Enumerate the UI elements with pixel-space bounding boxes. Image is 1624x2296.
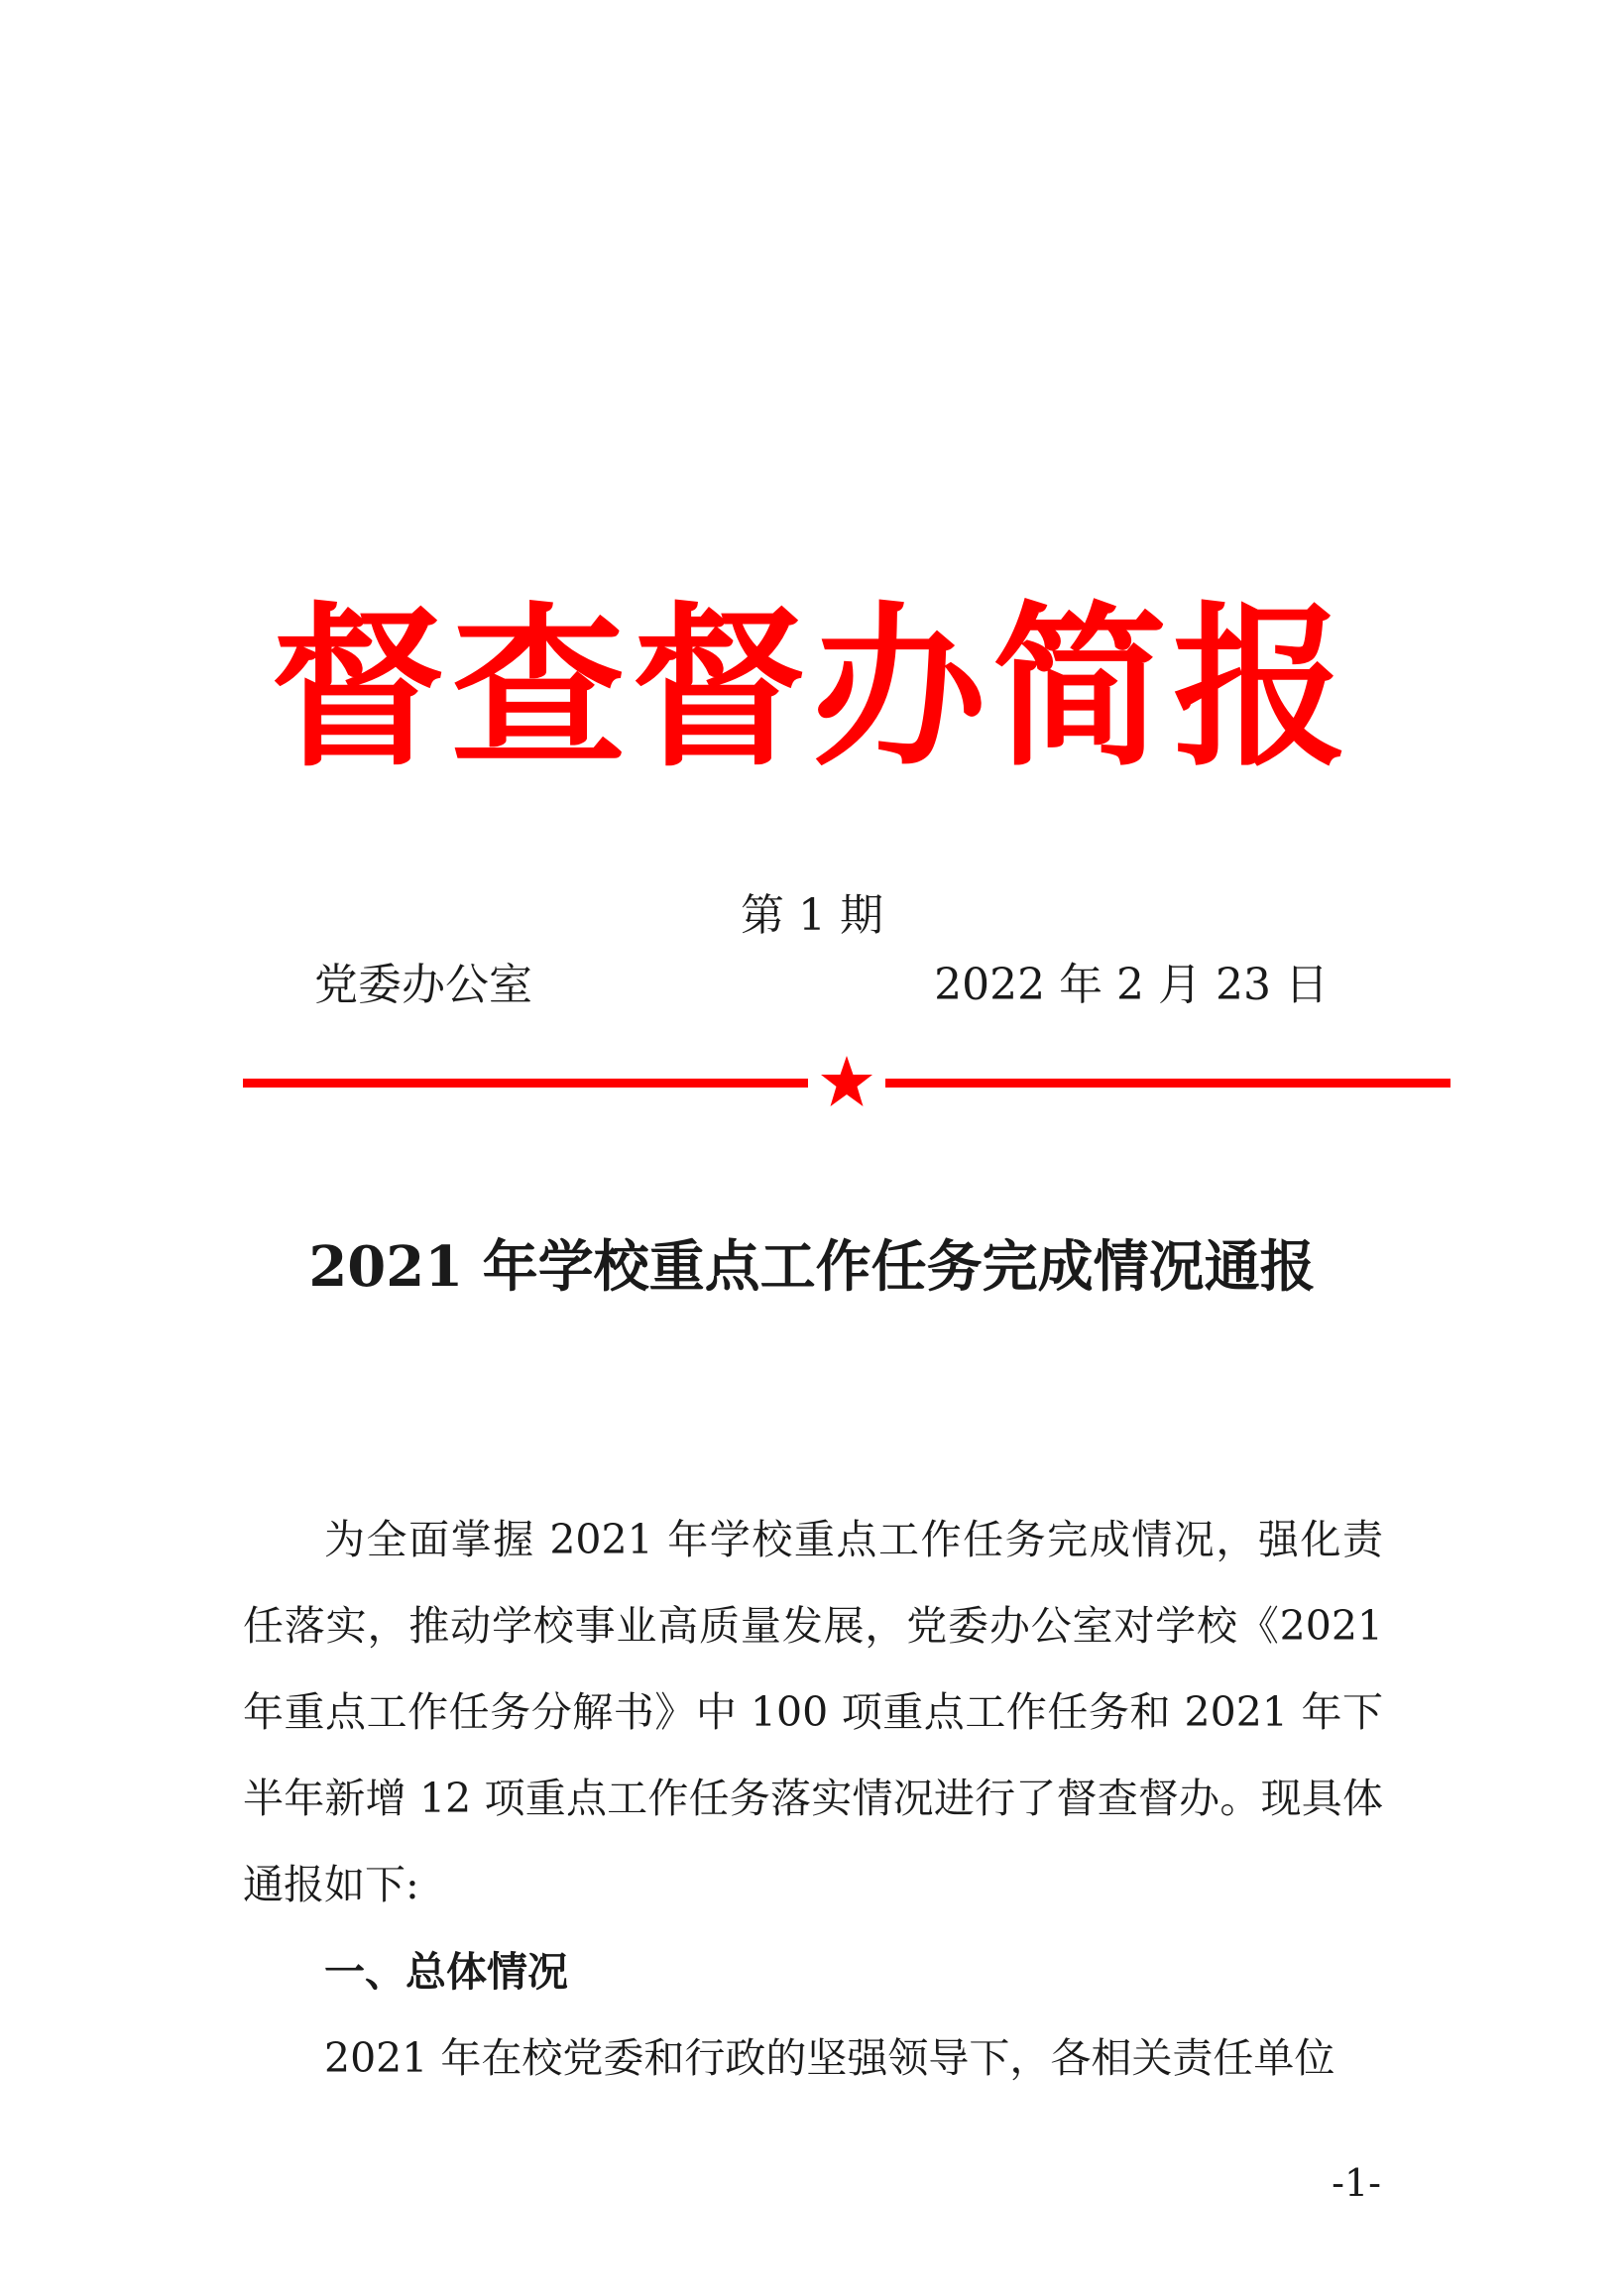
page-number: -1-	[1332, 2161, 1381, 2205]
issuer-name: 党委办公室	[314, 960, 532, 1010]
issue-date: 2022 年 2 月 23 日	[934, 960, 1329, 1010]
masthead-title: 督查督办简报	[270, 587, 1353, 790]
notice-title: 2021 年学校重点工作任务完成情况通报	[308, 1234, 1316, 1300]
star-shape	[821, 1056, 872, 1106]
red-divider	[243, 1053, 1450, 1112]
overall-paragraph: 2021 年在校党委和行政的坚强领导下，各相关责任单位	[324, 2034, 1335, 2082]
issue-number: 第 1 期	[741, 890, 883, 941]
divider-line-right	[885, 1079, 1450, 1088]
section-heading-overall: 一、总体情况	[324, 1948, 568, 1996]
star-icon	[817, 1053, 876, 1112]
divider-line-left	[243, 1079, 808, 1088]
intro-paragraph: 为全面掌握 2021 年学校重点工作任务完成情况，强化责任落实，推动学校事业高质量发展，党委办公室对学校《2021 年重点工作任务分解书》中 100 项重点工作任务和 2021 年下半年新增 12 项重点工作任务落实情况进行了督查督办。现具体通报如下:	[243, 1516, 1383, 1908]
